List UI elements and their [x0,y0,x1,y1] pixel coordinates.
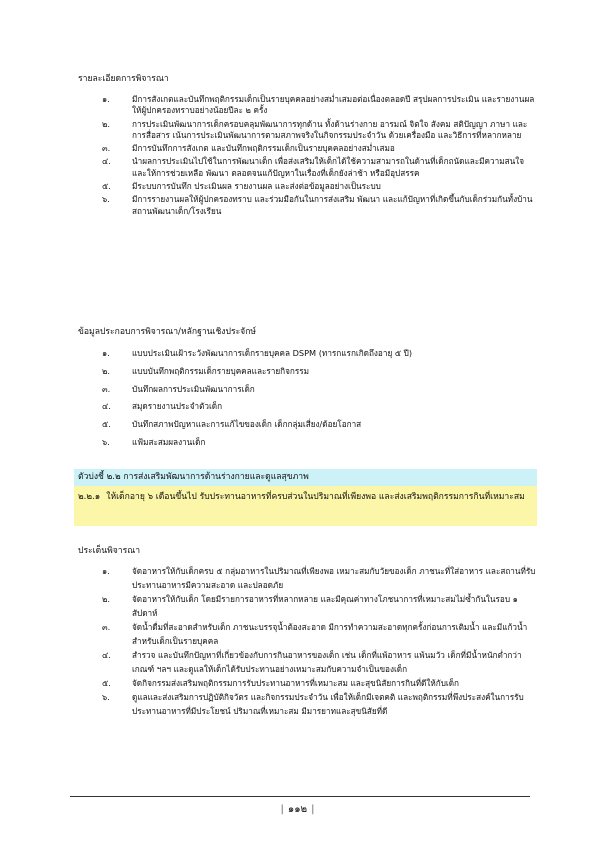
list-item: ๖. ดูแลและส่งเสริมการปฏิบัติกิจวัตร และกิจกรรมประจำวัน เพื่อให้เด็กมีเจตคติ และพฤติกรรมที่พึงประสงค์ในการรับประทานอาหารที่มีประโยชน์ ปริมาณที่เหมาะสม มีมารยาทและสุขนิสัยที่ดี [102,692,524,716]
list-item: ๖. มีการรายงานผลให้ผู้ปกครองทราบ และร่วมมือกันในการส่งเสริม พัฒนา และแก้ปัญหาที่เกิดขึ้นกับเด็กร่วมกันทั้งบ้าน สถานพัฒนาเด็ก/โรงเรียน [102,194,533,216]
indicator-sub-text: ให้เด็กอายุ ๖ เดือนขึ้นไป รับประทานอาหารที่ครบส่วนในปริมาณที่เพียงพอ และส่งเสริมพฤติกรรมการกินที่เหมาะสม [106,492,525,502]
section-heading-consideration-details: รายละเอียดการพิจารณา [78,74,169,84]
footer-bar-right: | [311,804,315,815]
list-item: ๑. แบบประเมินเฝ้าระวังพัฒนาการเด็กรายบุคคล DSPM (ทารกแรกเกิดถึงอายุ ๕ ปี) [102,348,413,358]
section-heading-issues: ประเด็นพิจารณา [78,546,141,556]
list-item: ๔. สมุดรายงานประจำตัวเด็ก [102,401,223,412]
list-item: ๔. นำผลการประเมินไปใช้ในการพัฒนาเด็ก เพื่อส่งเสริมให้เด็กได้ใช้ความสามารถในด้านที่เด็กถนัดและมีความสนใจ และให้การช่วยเหลือ พัฒนา ตลอดจนแก้ปัญหาในเรื่องที่เด็กยังล่าช้า หรือมีอุปสรรค [102,156,524,178]
indicator-title: ตัวบ่งชี้ ๒.๒ การส่งเสริมพัฒนาการด้านร่างกายและดูแลสุขภาพ [74,469,537,486]
page-number: ๑๑๒ [287,804,308,815]
list-item: ๑. มีการสังเกตและบันทึกพฤติกรรมเด็กเป็นรายบุคคลอย่างสม่ำเสมอต่อเนื่องตลอดปี สรุปผลการประเมิน และรายงานผลให้ผู้ปกครองทราบอย่างน้อยปีละ ๒ ครั้ง [102,94,535,116]
issues-list [78,564,538,718]
list-item: ๕. บันทึกสภาพปัญหาและการแก้ไขของเด็ก เด็กกลุ่มเสี่ยง/ด้อยโอกาส [102,419,362,430]
list-item: ๒. การประเมินพัฒนาการเด็กครอบคลุมพัฒนาการทุกด้าน ทั้งด้านร่างกาย อารมณ์ จิตใจ สังคม สติปัญญา ภาษา และการสื่อสาร เน้นการประเมินพัฒนาการตามสภาพจริงในกิจกรรมประจำวัน ด้วยเครื่องมือ และวิธีการที่หลากหลาย [102,118,528,140]
footer-divider [70,796,530,797]
list-item: ๓. จัดน้ำดื่มที่สะอาดสำหรับเด็ก ภาชนะบรรจุน้ำต้องสะอาด มีการทำความสะอาดทุกครั้งก่อนการเติมน้ำ และมีแก้วน้ำสำหรับเด็กเป็นรายบุคคล [102,622,528,646]
list-item: ๒. จัดอาหารให้กับเด็ก โดยมีรายการอาหารที่หลากหลาย และมีคุณค่าทางโภชนาการที่เหมาะสมไม่ซ้ำกันในรอบ ๑ สัปดาห์ [102,594,518,618]
list-item: ๖. แฟ้มสะสมผลงานเด็ก [102,436,206,447]
indicator-sub-item [74,486,537,526]
list-item: ๒. แบบบันทึกพฤติกรรมเด็กรายบุคคลและรายกิจกรรม [102,365,310,376]
section-heading-evidence: ข้อมูลประกอบการพิจารณา/หลักฐานเชิงประจักษ์ [78,327,257,337]
footer-bar-left: | [280,804,284,815]
list-item: ๔. สำรวจ และบันทึกปัญหาที่เกี่ยวข้องกับการกินอาหารของเด็ก เช่น เด็กที่แพ้อาหาร แพ้นมวัว เด็กที่มีน้ำหนักต่ำกว่าเกณฑ์ ฯลฯ และดูแลให้เด็กได้รับประทานอย่างเหมาะสมกับความจำเป็นของเด็ก [102,650,522,674]
evidence-list [78,345,538,452]
list-item: ๓. มีการบันทึกการสังเกต และบันทึกพฤติกรรมเด็กเป็นรายบุคคลอย่างสม่ำเสมอ [102,143,395,154]
list-item: ๕. จัดกิจกรรมส่งเสริมพฤติกรรมการรับประทานอาหารที่เหมาะสม และสุขนิสัยการกินที่ดีให้กับเด็ก [102,678,459,688]
list-item: ๑. จัดอาหารให้กับเด็กครบ ๕ กลุ่มอาหารในปริมาณที่เพียงพอ เหมาะสมกับวัยของเด็ก ภาชนะที่ใส่อาหาร และสถานที่รับประทานอาหารมีความสะอาด และปลอดภัย [102,566,536,590]
list-item: ๓. บันทึกผลการประเมินพัฒนาการเด็ก [102,383,255,394]
page-number-footer [0,802,595,817]
indicator-sub-code: ๒.๒.๑ [78,492,101,502]
consideration-details-list [78,94,538,217]
list-item: ๕. มีระบบการบันทึก ประเมินผล รายงานผล และส่งต่อข้อมูลอย่างเป็นระบบ [102,181,381,192]
